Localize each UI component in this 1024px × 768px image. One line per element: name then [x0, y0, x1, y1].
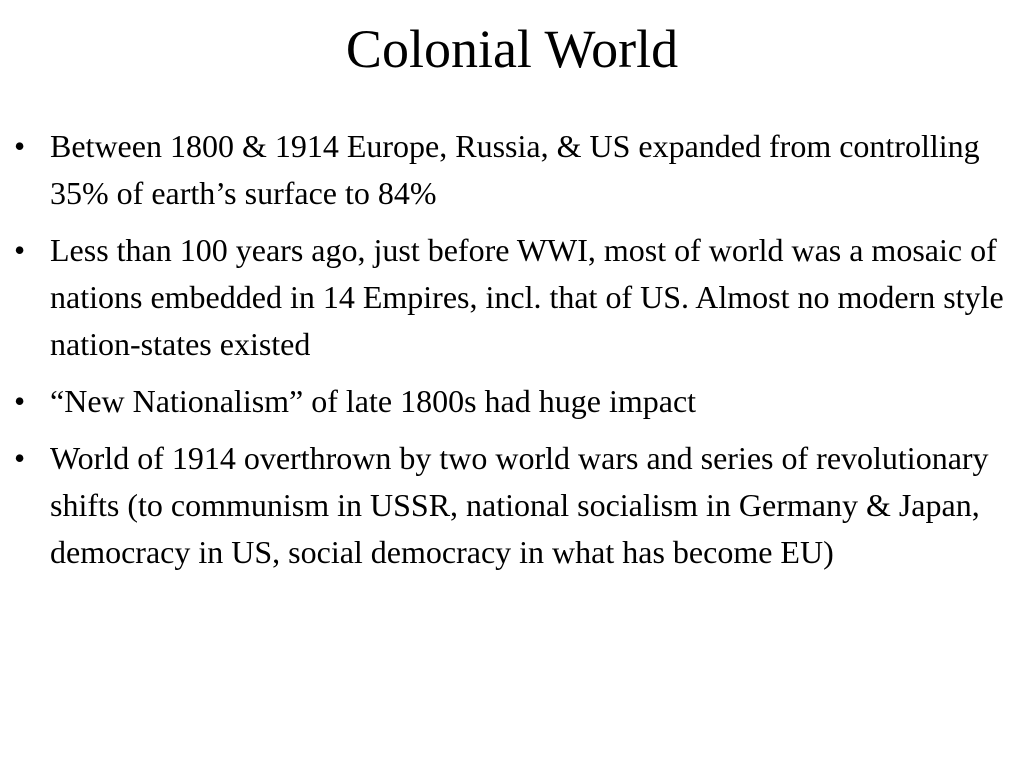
bullet-list: [14, 123, 1014, 586]
bullet-text: Less than 100 years ago, just before WWI, most of world was a mosaic of nations embedded in 14 Empires, incl. that of US. Almost no modern style nation-states existed: [50, 232, 1004, 362]
bullet-item-world-wars: [14, 435, 1014, 576]
bullet-item-empires: [14, 227, 1014, 368]
bullet-icon: •: [14, 128, 26, 164]
bullet-item-new-nationalism: [14, 378, 1014, 425]
bullet-icon: •: [14, 383, 26, 419]
bullet-text: World of 1914 overthrown by two world wars and series of revolutionary shifts (to communism in USSR, national socialism in Germany & Japan, democracy in US, social democracy in what has become EU): [50, 440, 989, 570]
bullet-item-expansion: [14, 123, 1014, 217]
slide-title: Colonial World: [345, 19, 679, 79]
bullet-icon: •: [14, 440, 26, 476]
bullet-text: Between 1800 & 1914 Europe, Russia, & US expanded from controlling 35% of earth’s surface to 84%: [50, 128, 980, 211]
bullet-text: “New Nationalism” of late 1800s had huge impact: [50, 383, 697, 419]
bullet-icon: •: [14, 232, 26, 268]
